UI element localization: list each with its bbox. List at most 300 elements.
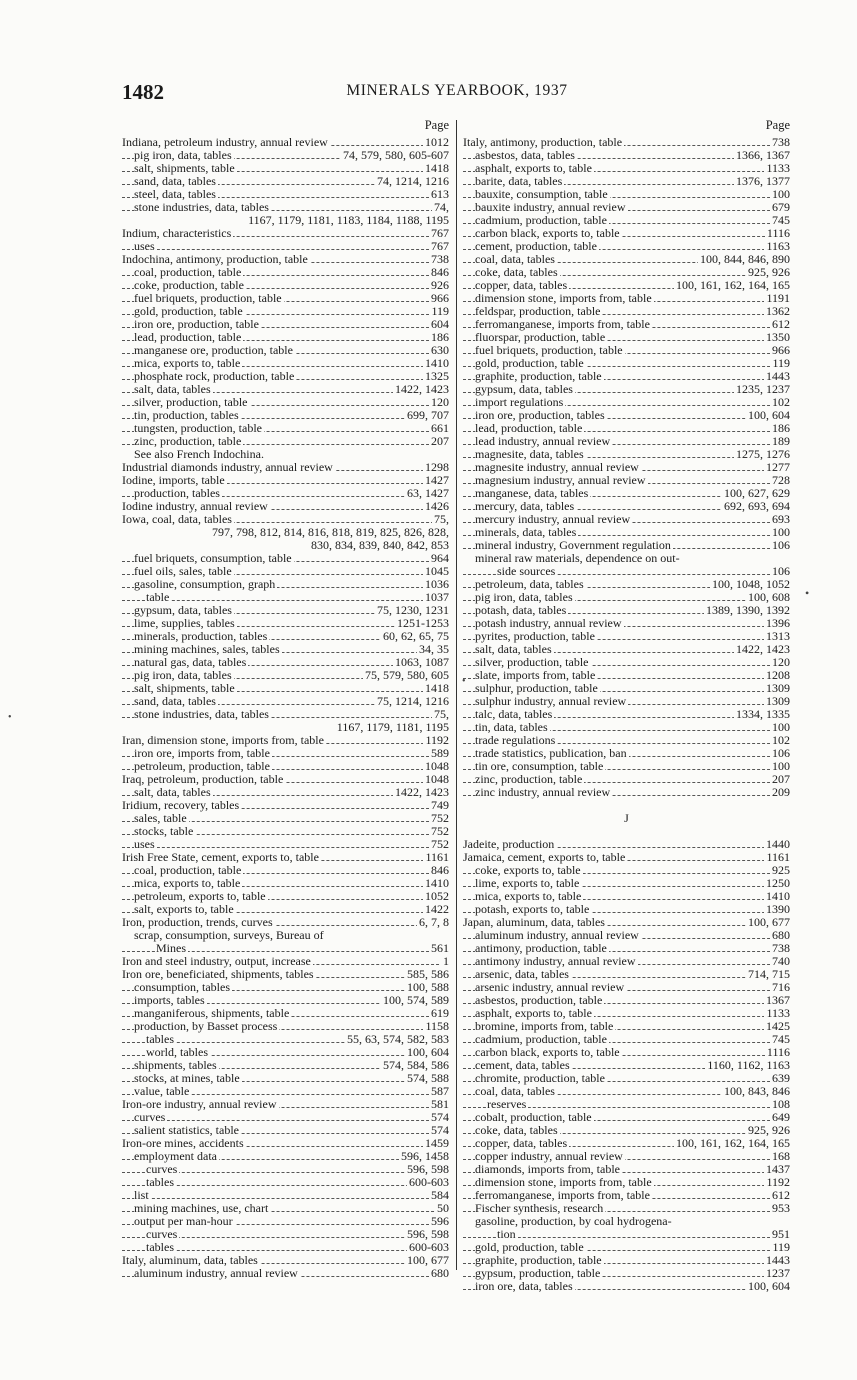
entry-page-refs: 639 [772, 1072, 790, 1085]
entry-text: coal, production, table [134, 266, 242, 279]
index-entry [463, 1267, 790, 1280]
entry-page-refs: 100, 588 [407, 981, 449, 994]
entry-page-refs: 1425 [766, 1020, 790, 1033]
entry-page-refs: 716 [772, 981, 790, 994]
entry-page-refs: 752 [431, 838, 449, 851]
index-entry [463, 435, 790, 448]
index-entry [463, 1098, 790, 1111]
entry-page-refs: 692, 693, 694 [724, 500, 790, 513]
entry-text: manganiferous, shipments, table [134, 1007, 290, 1020]
entry-text: zinc, production, table [134, 435, 242, 448]
index-entry [463, 149, 790, 162]
entry-text: salt, shipments, table [134, 162, 235, 175]
index-entry [122, 1176, 449, 1189]
entry-page-refs: 100, 604 [748, 409, 790, 422]
entry-text: silver, production, table [475, 656, 589, 669]
entry-page-refs: 649 [772, 1111, 790, 1124]
entry-text: sand, data, tables [134, 695, 216, 708]
index-entry [463, 747, 790, 760]
entry-text: ferromanganese, imports from, table [475, 1189, 650, 1202]
entry-text: mercury, data, tables [475, 500, 575, 513]
entry-page-refs: 925 [772, 864, 790, 877]
entry-page-refs: 207 [772, 773, 790, 786]
entry-text: phosphate rock, production, table [134, 370, 295, 383]
entry-page-refs: 75, [434, 708, 449, 721]
entry-page-refs: 1 [443, 955, 449, 968]
entry-text: diamonds, imports from, table [475, 1163, 620, 1176]
index-entry [463, 1124, 790, 1137]
index-entry [463, 1046, 790, 1059]
index-entry [463, 630, 790, 643]
entry-text: copper industry, annual review [475, 1150, 623, 1163]
entry-text: trade regulations [475, 734, 556, 747]
entry-page-refs: 574, 584, 586 [383, 1059, 449, 1072]
entry-text: salt, exports to, table [134, 903, 234, 916]
entry-page-refs: 100, 1048, 1052 [712, 578, 790, 591]
entry-text: 830, 834, 839, 840, 842, 853 [311, 539, 449, 552]
entry-text: See also French Indochina. [134, 448, 264, 461]
entry-page-refs: 1036 [425, 578, 449, 591]
entry-text: tungsten, production, table [134, 422, 262, 435]
entry-text: antimony industry, annual review [475, 955, 636, 968]
entry-text: sales, table [134, 812, 187, 825]
entry-page-refs: 1063, 1087 [395, 656, 449, 669]
entry-text: bromine, imports from, table [475, 1020, 614, 1033]
index-entry [463, 669, 790, 682]
entry-page-refs: 1045 [425, 565, 449, 578]
entry-page-refs: 1313 [766, 630, 790, 643]
index-entry [122, 1189, 449, 1202]
index-entry [122, 682, 449, 695]
entry-text: sulphur, production, table [475, 682, 598, 695]
entry-page-refs: 1250 [766, 877, 790, 890]
entry-page-refs: 100, 161, 162, 164, 165 [676, 279, 790, 292]
entry-page-refs: 600-603 [409, 1241, 449, 1254]
entry-text: employment data [134, 1150, 217, 1163]
entry-page-refs: 1277 [766, 461, 790, 474]
index-entry [463, 682, 790, 695]
entry-page-refs: 1422, 1423 [395, 383, 449, 396]
entry-text: petroleum, exports to, table [134, 890, 266, 903]
entry-page-refs: 1362 [766, 305, 790, 318]
entry-page-refs: 964 [431, 552, 449, 565]
entry-page-refs: 1237 [766, 1267, 790, 1280]
entry-text: tables [146, 1176, 174, 1189]
entry-text: salt, data, tables [475, 643, 552, 656]
entry-page-refs: 966 [431, 292, 449, 305]
index-entry [463, 851, 790, 864]
index-entry [122, 1033, 449, 1046]
entry-text: dimension stone, imports from, table [475, 1176, 652, 1189]
index-entry [122, 1163, 449, 1176]
entry-page-refs: 604 [431, 318, 449, 331]
entry-text: reserves [487, 1098, 527, 1111]
entry-page-refs: 1208 [766, 669, 790, 682]
index-entry [122, 669, 449, 682]
entry-text: mica, exports to, table [134, 357, 241, 370]
entry-text: tin ore, consumption, table [475, 760, 604, 773]
entry-page-refs: 699, 707 [407, 409, 449, 422]
index-entry [463, 942, 790, 955]
entry-page-refs: 100, 677 [748, 916, 790, 929]
entry-page-refs: 679 [772, 201, 790, 214]
entry-page-refs: 119 [431, 305, 449, 318]
index-entry [122, 1228, 449, 1241]
entry-page-refs: 1037 [425, 591, 449, 604]
index-entry [463, 955, 790, 968]
index-entry [122, 396, 449, 409]
entry-page-refs: 596 [431, 1215, 449, 1228]
margin-speck: • [8, 712, 12, 723]
entry-text: tin, production, tables [134, 409, 239, 422]
index-entry [122, 1137, 449, 1150]
index-entry [122, 565, 449, 578]
index-entry [122, 409, 449, 422]
index-entry [122, 1059, 449, 1072]
entry-page-refs: 600-603 [409, 1176, 449, 1189]
entry-text: lead industry, annual review [475, 435, 611, 448]
entry-text: Mines [156, 942, 186, 955]
entry-page-refs: 1048 [425, 773, 449, 786]
index-entry [122, 266, 449, 279]
index-entry [122, 773, 449, 786]
index-entry [122, 188, 449, 201]
entry-page-refs: 106 [772, 747, 790, 760]
entry-page-refs: 1440 [766, 838, 790, 851]
entry-page-refs: 102 [772, 396, 790, 409]
entry-page-refs: 584 [431, 1189, 449, 1202]
index-entry [463, 864, 790, 877]
entry-page-refs: 925, 926 [748, 266, 790, 279]
running-title: MINERALS YEARBOOK, 1937 [346, 82, 568, 99]
index-entry [463, 708, 790, 721]
index-entry [122, 318, 449, 331]
entry-text: carbon black, exports to, table [475, 227, 620, 240]
entry-text: cadmium, production, table [475, 214, 607, 227]
entry-page-refs: 596, 1458 [401, 1150, 449, 1163]
entry-text: ferromanganese, imports from, table [475, 318, 650, 331]
entry-page-refs: 587 [431, 1085, 449, 1098]
entry-page-refs: 1275, 1276 [736, 448, 790, 461]
index-entry [463, 1137, 790, 1150]
entry-text: gold, production, table [475, 357, 584, 370]
margin-speck: • [805, 586, 810, 600]
entry-text: tables [146, 1241, 174, 1254]
entry-page-refs: 119 [772, 357, 790, 370]
entry-text: Jadeite, production [463, 838, 555, 851]
index-entry [463, 383, 790, 396]
index-entry [122, 1215, 449, 1228]
entry-page-refs: 1396 [766, 617, 790, 630]
entry-text: gypsum, data, tables [475, 383, 573, 396]
entry-page-refs: 1390 [766, 903, 790, 916]
entry-text: lime, supplies, tables [134, 617, 235, 630]
index-entry [463, 526, 790, 539]
entry-text: stocks, at mines, table [134, 1072, 240, 1085]
entry-text: talc, data, tables [475, 708, 553, 721]
index-entry [463, 734, 790, 747]
index-entry [122, 279, 449, 292]
index-entry [122, 721, 449, 734]
entry-page-refs: 1422, 1423 [736, 643, 790, 656]
entry-page-refs: 1116 [766, 1046, 790, 1059]
entry-page-refs: 767 [431, 240, 449, 253]
entry-text: list [134, 1189, 149, 1202]
entry-text: side sources [497, 565, 556, 578]
index-entry [122, 513, 449, 526]
index-entry [122, 500, 449, 513]
entry-text: Irish Free State, cement, exports to, table [122, 851, 319, 864]
index-entry [463, 175, 790, 188]
index-entry [463, 786, 790, 799]
index-entry [463, 422, 790, 435]
entry-page-refs: 752 [431, 825, 449, 838]
entry-text: fuel oils, sales, table [134, 565, 232, 578]
index-entry [463, 1007, 790, 1020]
margin-speck: • [462, 676, 466, 687]
entry-text: mercury industry, annual review [475, 513, 631, 526]
entry-page-refs: 1422 [425, 903, 449, 916]
entry-page-refs: 63, 1427 [407, 487, 449, 500]
entry-text: Iodine industry, annual review [122, 500, 268, 513]
index-entry [463, 253, 790, 266]
index-entry [463, 1241, 790, 1254]
entry-text: potash, data, tables [475, 604, 567, 617]
entry-page-refs: 1350 [766, 331, 790, 344]
entry-text: graphite, production, table [475, 1254, 602, 1267]
index-entry [122, 1111, 449, 1124]
entry-page-refs: 100, 677 [407, 1254, 449, 1267]
entry-text: curves [134, 1111, 166, 1124]
entry-text: salt, shipments, table [134, 682, 235, 695]
index-entry [122, 916, 449, 929]
entry-text: table [146, 591, 170, 604]
entry-text: copper, data, tables [475, 1137, 568, 1150]
page-number: 1482 [122, 80, 164, 104]
entry-text: coal, data, tables [475, 1085, 555, 1098]
section-letter-text: J [624, 812, 629, 825]
entry-page-refs: 589 [431, 747, 449, 760]
entry-text: Indium, characteristics [122, 227, 232, 240]
entry-page-refs: 1161 [766, 851, 790, 864]
entry-page-refs: 1116 [766, 227, 790, 240]
index-entry [122, 1020, 449, 1033]
entry-page-refs: 1158 [425, 1020, 449, 1033]
index-entry [122, 656, 449, 669]
entry-text: production, tables [134, 487, 220, 500]
index-entry [463, 448, 790, 461]
entry-page-refs: 966 [772, 344, 790, 357]
index-entry [122, 617, 449, 630]
index-entry [463, 1254, 790, 1267]
entry-page-refs: 1192 [425, 734, 449, 747]
index-entry [463, 565, 790, 578]
entry-text: potash, exports to, table [475, 903, 590, 916]
entry-text: coke, data, tables [475, 1124, 558, 1137]
page-header [122, 80, 792, 104]
entry-text: pyrites, production, table [475, 630, 595, 643]
entry-text: minerals, data, tables [475, 526, 577, 539]
index-entry [463, 474, 790, 487]
entry-text: gasoline, consumption, graph [134, 578, 276, 591]
entry-page-refs: 1367 [766, 994, 790, 1007]
entry-page-refs: 693 [772, 513, 790, 526]
entry-text: coke, production, table [134, 279, 244, 292]
entry-page-refs: 714, 715 [748, 968, 790, 981]
index-entry [122, 240, 449, 253]
entry-text: Iron, production, trends, curves [122, 916, 273, 929]
entry-text: aluminum industry, annual review [475, 929, 639, 942]
entry-page-refs: 846 [431, 266, 449, 279]
index-entry [122, 539, 449, 552]
entry-text: stone industries, data, tables [134, 708, 269, 721]
entry-page-refs: 1235, 1237 [736, 383, 790, 396]
entry-text: value, table [134, 1085, 190, 1098]
entry-page-refs: 745 [772, 1033, 790, 1046]
index-entry [122, 825, 449, 838]
entry-page-refs: 1443 [766, 370, 790, 383]
entry-text: coke, data, tables [475, 266, 558, 279]
index-entry [463, 591, 790, 604]
index-entry [463, 370, 790, 383]
entry-text: lead, production, table [134, 331, 242, 344]
entry-text: bauxite industry, annual review [475, 201, 626, 214]
entry-text: carbon black, exports to, table [475, 1046, 620, 1059]
entry-page-refs: 740 [772, 955, 790, 968]
entry-page-refs: 1163 [766, 240, 790, 253]
entry-page-refs: 119 [772, 1241, 790, 1254]
entry-page-refs: 186 [431, 331, 449, 344]
entry-text: stocks, table [134, 825, 194, 838]
index-entry [122, 461, 449, 474]
index-entry [463, 162, 790, 175]
index-entry [463, 695, 790, 708]
entry-text: steel, data, tables [134, 188, 216, 201]
entry-text: sand, data, tables [134, 175, 216, 188]
entry-page-refs: 1410 [425, 877, 449, 890]
entry-text: arsenic, data, tables [475, 968, 569, 981]
index-entry [122, 292, 449, 305]
entry-page-refs: 752 [431, 812, 449, 825]
index-entry [122, 955, 449, 968]
index-entry [463, 396, 790, 409]
index-entry [463, 500, 790, 513]
index-entry [122, 435, 449, 448]
entry-text: Iron and steel industry, output, increase [122, 955, 311, 968]
entry-text: Italy, antimony, production, table [463, 136, 623, 149]
entry-page-refs: 100, 843, 846 [724, 1085, 790, 1098]
index-entry [122, 383, 449, 396]
entry-page-refs: 574, 588 [407, 1072, 449, 1085]
entry-page-refs: 1192 [766, 1176, 790, 1189]
index-entry [122, 175, 449, 188]
index-entry [122, 1150, 449, 1163]
index-entry [122, 812, 449, 825]
section-letter [463, 812, 790, 825]
index-entry [122, 968, 449, 981]
entry-page-refs: 1161 [425, 851, 449, 864]
index-entry [122, 942, 449, 955]
entry-page-refs: 106 [772, 565, 790, 578]
entry-text: asbestos, production, table [475, 994, 603, 1007]
index-entry [463, 305, 790, 318]
index-entry [122, 890, 449, 903]
entry-page-refs: 75, 579, 580, 605 [365, 669, 449, 682]
entry-page-refs: 619 [431, 1007, 449, 1020]
entry-page-refs: 926 [431, 279, 449, 292]
entry-text: mining machines, use, chart [134, 1202, 269, 1215]
column-divider [456, 120, 457, 1270]
entry-page-refs: 186 [772, 422, 790, 435]
entry-page-refs: 581 [431, 1098, 449, 1111]
index-entry [122, 136, 449, 149]
index-entry [463, 1020, 790, 1033]
entry-text: Industrial diamonds industry, annual review [122, 461, 333, 474]
entry-text: zinc, production, table [475, 773, 583, 786]
entry-page-refs: 728 [772, 474, 790, 487]
entry-text: curves [146, 1163, 178, 1176]
index-entry [463, 513, 790, 526]
entry-page-refs: 209 [772, 786, 790, 799]
index-entry [463, 929, 790, 942]
entry-page-refs: 189 [772, 435, 790, 448]
index-entry [122, 253, 449, 266]
entry-text: 797, 798, 812, 814, 816, 818, 819, 825, 826, 828, [212, 526, 449, 539]
entry-text: Iridium, recovery, tables [122, 799, 240, 812]
entry-page-refs: 738 [772, 136, 790, 149]
entry-text: output per man-hour [134, 1215, 233, 1228]
entry-text: shipments, tables [134, 1059, 217, 1072]
entry-page-refs: 1422, 1423 [395, 786, 449, 799]
index-entry [122, 149, 449, 162]
entry-page-refs: 74, 1214, 1216 [377, 175, 449, 188]
entry-page-refs: 1325 [425, 370, 449, 383]
entry-page-refs: 1443 [766, 1254, 790, 1267]
entry-page-refs: 680 [431, 1267, 449, 1280]
entry-text: Iron-ore industry, annual review [122, 1098, 277, 1111]
entry-text: iron ore, imports from, table [134, 747, 270, 760]
index-entry [463, 916, 790, 929]
entry-text: iron ore, production, table [134, 318, 259, 331]
entry-text: salt, data, tables [134, 786, 211, 799]
entry-text: natural gas, data, tables [134, 656, 247, 669]
index-entry [463, 877, 790, 890]
index-entry [122, 877, 449, 890]
entry-text: graphite, production, table [475, 370, 602, 383]
entry-text: bauxite, consumption, table [475, 188, 608, 201]
index-entry [122, 1254, 449, 1267]
entry-page-refs: 60, 62, 65, 75 [383, 630, 449, 643]
entry-page-refs: 1298 [425, 461, 449, 474]
entry-page-refs: 767 [431, 227, 449, 240]
index-entry [463, 1059, 790, 1072]
index-entry [463, 1189, 790, 1202]
index-entry [122, 1267, 449, 1280]
entry-page-refs: 108 [772, 1098, 790, 1111]
index-entry [122, 747, 449, 760]
entry-page-refs: 100 [772, 188, 790, 201]
entry-text: coal, data, tables [475, 253, 555, 266]
entry-page-refs: 1410 [425, 357, 449, 370]
page-column-heading: Page [765, 118, 790, 132]
entry-text: fuel briquets, production, table [475, 344, 623, 357]
entry-text: tin, data, tables [475, 721, 548, 734]
index-entry [463, 279, 790, 292]
index-entry [463, 201, 790, 214]
index-entry [122, 643, 449, 656]
index-entry [122, 552, 449, 565]
index-entry [463, 1033, 790, 1046]
